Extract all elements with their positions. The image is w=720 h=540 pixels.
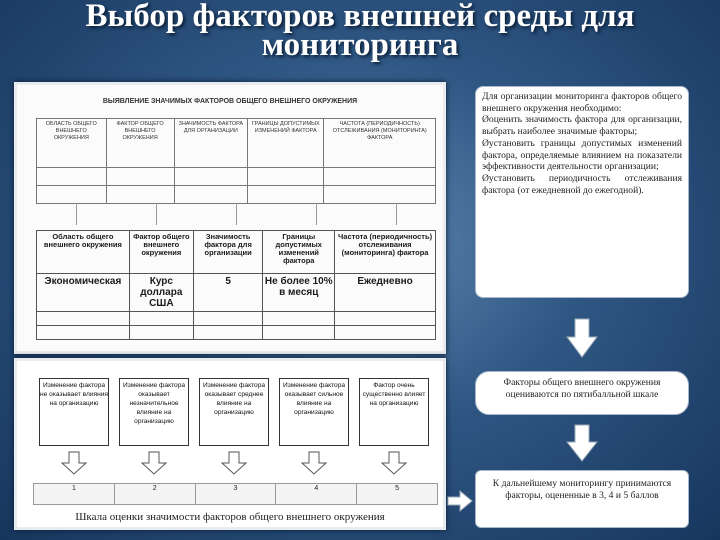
monitoring-requirements-note: [475, 86, 689, 298]
table-row: [37, 186, 436, 204]
scale-point: 2: [114, 483, 195, 505]
table-cell: Курс доллара США: [129, 274, 193, 312]
scale-point: 1: [33, 483, 114, 505]
table-header: Область общего внешнего окружения: [37, 231, 130, 274]
table-row: [37, 168, 436, 186]
scale-point: 4: [275, 483, 356, 505]
table-header: Значимость фактора для организации: [193, 231, 263, 274]
note-line: Øустановить периодичность отслеживания фактора (от ежедневной до ежегодной).: [482, 172, 682, 196]
impact-level-box: Фактор очень существенно влияет на организацию: [359, 378, 429, 446]
table-cell: 5: [193, 274, 263, 312]
table-header: ЗНАЧИМОСТЬ ФАКТОРА ДЛЯ ОРГАНИЗАЦИИ: [174, 119, 247, 168]
down-arrow-icon: [61, 451, 87, 475]
level-arrows: [39, 451, 429, 475]
down-arrow-icon: [141, 451, 167, 475]
table-header: Границы допустимых изменений фактора: [263, 231, 335, 274]
table-header: ОБЛАСТЬ ОБЩЕГО ВНЕШНЕГО ОКРУЖЕНИЯ: [37, 119, 107, 168]
impact-level-box: Изменение фактора оказывает незначительное влияние на организацию: [119, 378, 189, 446]
document-title: ВЫЯВЛЕНИЕ ЗНАЧИМЫХ ФАКТОРОВ ОБЩЕГО ВНЕШНЕГО ОКРУЖЕНИЯ: [102, 98, 358, 105]
down-arrow-icon: [381, 451, 407, 475]
table-cell: Не более 10% в месяц: [263, 274, 335, 312]
table-row: [37, 326, 436, 340]
table-row: [37, 274, 436, 312]
down-arrow-icon: [566, 318, 598, 358]
table-header: Фактор общего внешнего окружения: [129, 231, 193, 274]
rating-scale: [33, 483, 438, 505]
down-arrow-icon: [566, 424, 598, 462]
table-header: ГРАНИЦЫ ДОПУСТИМЫХ ИЗМЕНЕНИЙ ФАКТОРА: [247, 119, 324, 168]
note-line: Для организации мониторинга факторов общего внешнего окружения необходимо:: [482, 91, 682, 114]
impact-level-box: Изменение фактора оказывает среднее влияние на организацию: [199, 378, 269, 446]
slide-title-line-1: Выбор факторов внешней среды для: [85, 0, 635, 34]
table-divider: [36, 203, 436, 225]
impact-level-box: Изменение фактора не оказывает влияния на организацию: [39, 378, 109, 446]
down-arrow-icon: [301, 451, 327, 475]
note-line: Øоценить значимость фактора для организации, выбрать наиболее значимые факторы;: [482, 114, 682, 138]
table-cell: Ежедневно: [335, 274, 436, 312]
table-cell: Экономическая: [37, 274, 130, 312]
scale-point: 5: [356, 483, 438, 505]
down-arrow-icon: [221, 451, 247, 475]
scale-point: 3: [195, 483, 276, 505]
factor-table-template: [36, 118, 436, 204]
slide-title: [0, 0, 720, 63]
factor-table-example: [36, 230, 436, 340]
rating-scale-document: [14, 358, 446, 530]
table-header: Частота (периодичность) отслеживания (мониторинга) фактора: [335, 231, 436, 274]
impact-levels: [39, 378, 429, 446]
table-row: [37, 312, 436, 326]
note-line: Øустановить границы допустимых изменений фактора, определяемые влиянием на показатели эффективности деятельности организации;: [482, 137, 682, 173]
table-header: ЧАСТОТА (ПЕРИОДИЧНОСТЬ) ОТСЛЕЖИВАНИЯ (МОНИТОРИНГА) ФАКТОРА: [324, 119, 436, 168]
factor-table-document: [14, 82, 446, 354]
selection-criteria-note: К дальнейшему мониторингу принимаются факторы, оцененные в 3, 4 и 5 баллов: [475, 470, 689, 528]
five-point-scale-note: Факторы общего внешнего окружения оцениваются по пятибалльной шкале: [475, 371, 689, 415]
table-header: ФАКТОР ОБЩЕГО ВНЕШНЕГО ОКРУЖЕНИЯ: [106, 119, 174, 168]
right-arrow-icon: [447, 490, 473, 512]
slide-title-line-2: мониторинга: [261, 27, 459, 63]
scale-caption: Шкала оценки значимости факторов общего внешнего окружения: [75, 511, 385, 523]
impact-level-box: Изменение фактора оказывает сильное влияние на организацию: [279, 378, 349, 446]
